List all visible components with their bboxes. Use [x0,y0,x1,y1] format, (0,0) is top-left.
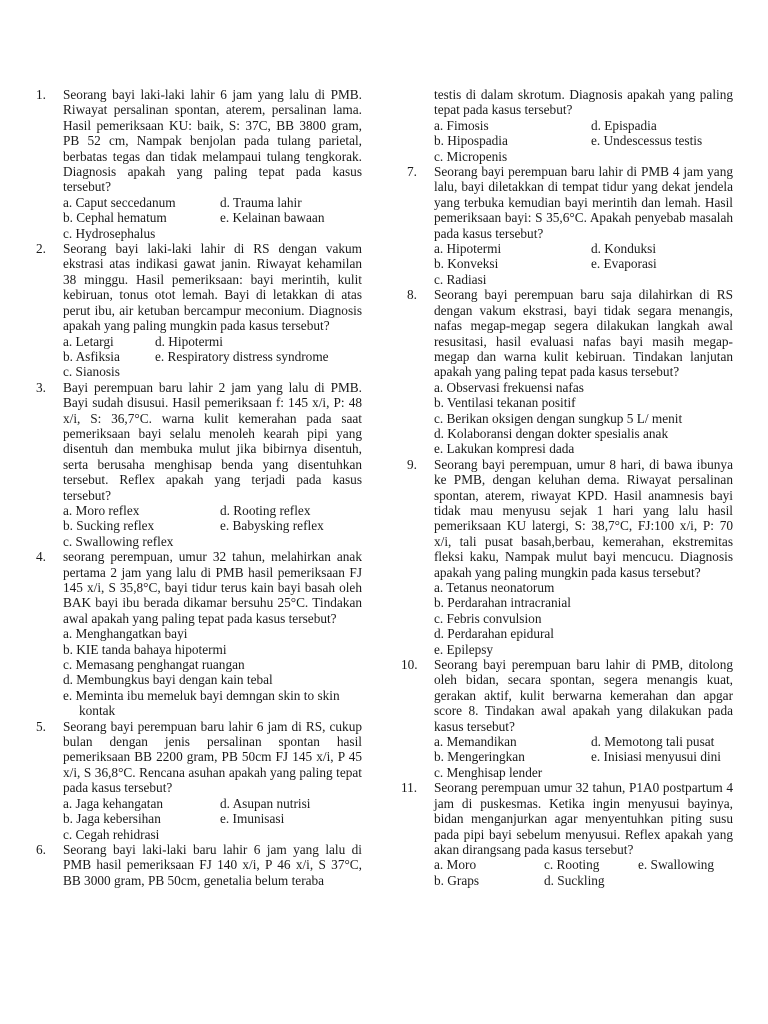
option-a: a. Moro [434,857,477,873]
option-d: d. Membungkus bayi dengan kain tebal [63,672,273,688]
question-number: 6. [36,841,46,857]
option-e: e. Inisiasi menyusui dini [591,749,722,765]
option-b: b. Asfiksia [63,348,120,364]
option-list [434,380,733,457]
option-e: e. Evaporasi [591,256,657,272]
question-5 [36,719,362,842]
option-c: c. Rooting [544,857,600,873]
question-stem: testis di dalam skrotum. Diagnosis apakah yang paling tepat pada kasus tersebut? [434,87,733,118]
question-3 [36,380,362,549]
option-d: d. Hipotermi [155,333,223,349]
option-row [434,149,733,164]
option-a: a. Moro reflex [63,502,140,518]
question-9 [407,457,733,657]
question-4 [36,549,362,718]
option-a: a. Fimosis [434,117,489,133]
question-10 [401,657,733,780]
option-row [63,796,362,811]
question-stem: Seorang bayi perempuan baru lahir 6 jam di RS, cukup bulan dengan jenis persalinan spontan hasil pemeriksaan BB 2200 gram, PB 50cm FJ 145 x/i, P 45 x/i, S 36,8°C. Rencana asuhan apakah yang paling tepat pada kasus tersebut? [63,718,362,796]
option-c: c. Sianosis [63,364,120,380]
option-row [63,226,362,241]
option-row [434,734,733,749]
option-list [434,580,733,657]
question-stem: Seorang bayi perempuan, umur 8 hari, di bawa ibunya ke PMB, dengan keluhan dema. Riwayat persalinan spontan, aterem, riwayat KPD. Hasil anamnesis bayi tidak mau menyusu sejak 1 hari yang lalu hasil pemeriksaan KU latergi, S: 38,7°C, FJ:100 x/i, P: 70 x/i, tali pusat basah,berbau, kemerahan, ekstremitas fleksi kaku, Nampak mulut bayi mencucu. Diagnosis apakah yang paling mungkin pada kasus tersebut? [434,456,733,580]
option-row [63,811,362,826]
option-e: e. Lakukan kompresi dada [434,441,575,457]
question-number: 8. [407,287,417,303]
option-a: a. Jaga kehangatan [63,795,164,811]
option-c: c. Hydrosephalus [63,225,156,241]
question-stem: seorang perempuan, umur 32 tahun, melahirkan anak pertama 2 jam yang lalu di PMB hasil pemeriksaan FJ 145 x/i, S 35,8°C, bayi tidur terus kain bayi basah oleh BAK bayi ibu berada dikamar bersuhu 25°C. Tindakan awal apakah yang paling tepat pada kasus tersebut? [63,549,362,626]
option-list [63,626,362,718]
option-row [434,873,733,888]
question-stem: Seorang perempuan umur 32 tahun, P1A0 postpartum 4 jam di puskesmas. Ketika ingin menyusui bayinya, bidan menganjurkan agar menyentuhkan piting susu pada pipi bayi sebelum menyusui. Reflex apakah yang akan dirangsang pada kasus tersebut? [434,780,733,857]
question-number: 11. [401,780,418,796]
option-c: c. Micropenis [434,148,508,164]
option-d: d. Trauma lahir [220,194,302,210]
option-d: d. Suckling [544,872,605,888]
option-a: a. Hipotermi [434,241,502,257]
question-stem: Seorang bayi perempuan baru lahir di PMB, ditolong oleh bidan, secara spontan, segera menangis kuat, gerakan aktif, kulit berwarna kemerahan dan apgar score 8. Tindakan awal apakah yang dilakukan pada kasus tersebut? [434,657,733,734]
option-b: b. Hipospadia [434,133,508,149]
question-6-continued [407,87,733,164]
option-row [63,364,362,379]
option-b: b. Perdarahan intracranial [434,595,571,611]
option-row [434,857,733,872]
option-b: b. Mengeringkan [434,749,525,765]
option-d: d. Memotong tali pusat [591,734,715,750]
question-number: 3. [36,379,46,395]
question-number: 9. [407,456,417,472]
option-b: b. Ventilasi tekanan positif [434,395,576,411]
option-e: e. Babysking reflex [220,518,324,534]
option-b: b. KIE tanda bahaya hipotermi [63,641,227,657]
option-e: e. Kelainan bawaan [220,210,325,226]
right-column [401,87,733,888]
option-a: a. Menghangatkan bayi [63,626,188,642]
option-b: b. Jaga kebersihan [63,811,161,827]
left-column [36,87,362,888]
option-row [63,195,362,210]
option-e: e. Respiratory distress syndrome [155,348,329,364]
question-number: 2. [36,241,46,257]
option-row [63,827,362,842]
option-row [63,503,362,518]
option-a: a. Caput seccedanum [63,194,176,210]
option-e: e. Epilepsy [434,641,494,657]
question-7 [407,164,733,287]
option-row [63,349,362,364]
question-stem: Bayi perempuan baru lahir 2 jam yang lalu di PMB. Bayi sudah disusui. Hasil pemeriksaan f: 145 x/i, P: 48 x/i, S: 36,7°C. warna kulit kemerahan pada saat pemeriksaan bayi selalu menoleh kearah pipi yang disentuh dan membuka mulut jika bibirnya disentuh, serta berusaha menghisap benda yang disentuhkan tersebut. Reflex apakah yang terjadi pada kasus tersebut? [63,379,362,503]
question-stem: Seorang bayi laki-laki lahir di RS dengan vakum ekstrasi atas indikasi gawat janin. Riwayat kehamilan 38 minggu. Hasil pemeriksaan: bayi merintih, kulit kebiruan, tonus otot lemah. Bayi di letakkan di atas perut ibu, air ketuban bercampur meconium. Diagnosis apakah yang paling mungkin pada kasus tersebut? [63,241,362,334]
option-e: e. Undescessus testis [591,133,703,149]
option-row [434,256,733,271]
option-e: e. Meminta ibu memeluk bayi demngan skin to skin kontak [63,687,340,719]
option-d: d. Konduksi [591,241,657,257]
option-row [434,118,733,133]
question-11 [401,780,733,888]
option-row [434,272,733,287]
question-stem: Seorang bayi perempuan baru saja dilahirkan di RS dengan vakum ekstrasi, bayi tidak segara menangis, nafas megap-megap segera dilakukan langkah awal resusitasi, hasil evaluasi nafas bayi masih megap-megap dan warna kulit kebiruan. Tindakan lanjutan apakah yang paling tepat pada kasus tersebut? [434,287,733,380]
option-a: a. Memandikan [434,734,517,750]
question-stem: Seorang bayi laki-laki lahir 6 jam yang lalu di PMB. Riwayat persalinan spontan, aterem, persalinan lama. Hasil pemeriksaan KU: baik, S: 37C, BB 3800 gram, PB 52 cm, Nampak benjolan pada tulang parietal, berbatas tegas dan tidak melampaui tulang tengkorak. Diagnosis apakah yang paling tepat pada kasus tersebut? [63,87,362,195]
option-d: d. Asupan nutrisi [220,795,311,811]
option-e: e. Swallowing [638,857,715,873]
question-number: 1. [36,87,46,102]
option-row [63,334,362,349]
option-d: d. Rooting reflex [220,502,311,518]
option-row [434,133,733,148]
question-number: 5. [36,718,46,734]
option-row [63,534,362,549]
question-stem: Seorang bayi perempuan baru lahir di PMB 4 jam yang lalu, bayi diletakkan di tempat tidur yang dekat jendela yang terbuka kemudian bayi merintih dan lemah. Hasil pemeriksaan bayi: S 35,6°C. Apakah penyebab masalah pada kasus tersebut? [434,164,733,241]
question-stem: Seorang bayi laki-laki baru lahir 6 jam yang lalu di PMB hasil pemeriksaan FJ 140 x/i, P 46 x/i, S 37°C, BB 3000 gram, PB 50cm, genetalia belum teraba [63,841,362,888]
option-c: c. Memasang penghangat ruangan [63,657,245,673]
option-row [434,241,733,256]
option-b: b. Graps [434,872,480,888]
option-a: a. Observasi frekuensi nafas [434,379,584,395]
option-d: d. Epispadia [591,117,657,133]
option-row [63,210,362,225]
question-2 [36,241,362,380]
option-row [434,765,733,780]
option-d: d. Perdarahan epidural [434,626,554,642]
option-a: a. Tetanus neonatorum [434,580,555,595]
option-e: e. Imunisasi [220,811,285,827]
option-c: c. Radiasi [434,271,487,287]
option-b: b. Sucking reflex [63,518,155,534]
option-d: d. Kolaboransi dengan dokter spesialis anak [434,425,669,441]
option-a: a. Letargi [63,333,114,349]
option-c: c. Cegah rehidrasi [63,826,160,842]
option-c: c. Menghisap lender [434,764,543,780]
option-row [434,749,733,764]
option-c: c. Swallowing reflex [63,533,174,549]
option-b: b. Cephal hematum [63,210,167,226]
question-number: 10. [401,657,418,673]
question-number: 7. [407,164,417,180]
question-number: 4. [36,549,46,565]
question-8 [407,287,733,456]
option-b: b. Konveksi [434,256,499,272]
option-row [63,518,362,533]
option-c: c. Berikan oksigen dengan sungkup 5 L/ menit [434,410,683,426]
question-6 [36,842,362,888]
question-1 [36,87,362,241]
option-c: c. Febris convulsion [434,610,542,626]
